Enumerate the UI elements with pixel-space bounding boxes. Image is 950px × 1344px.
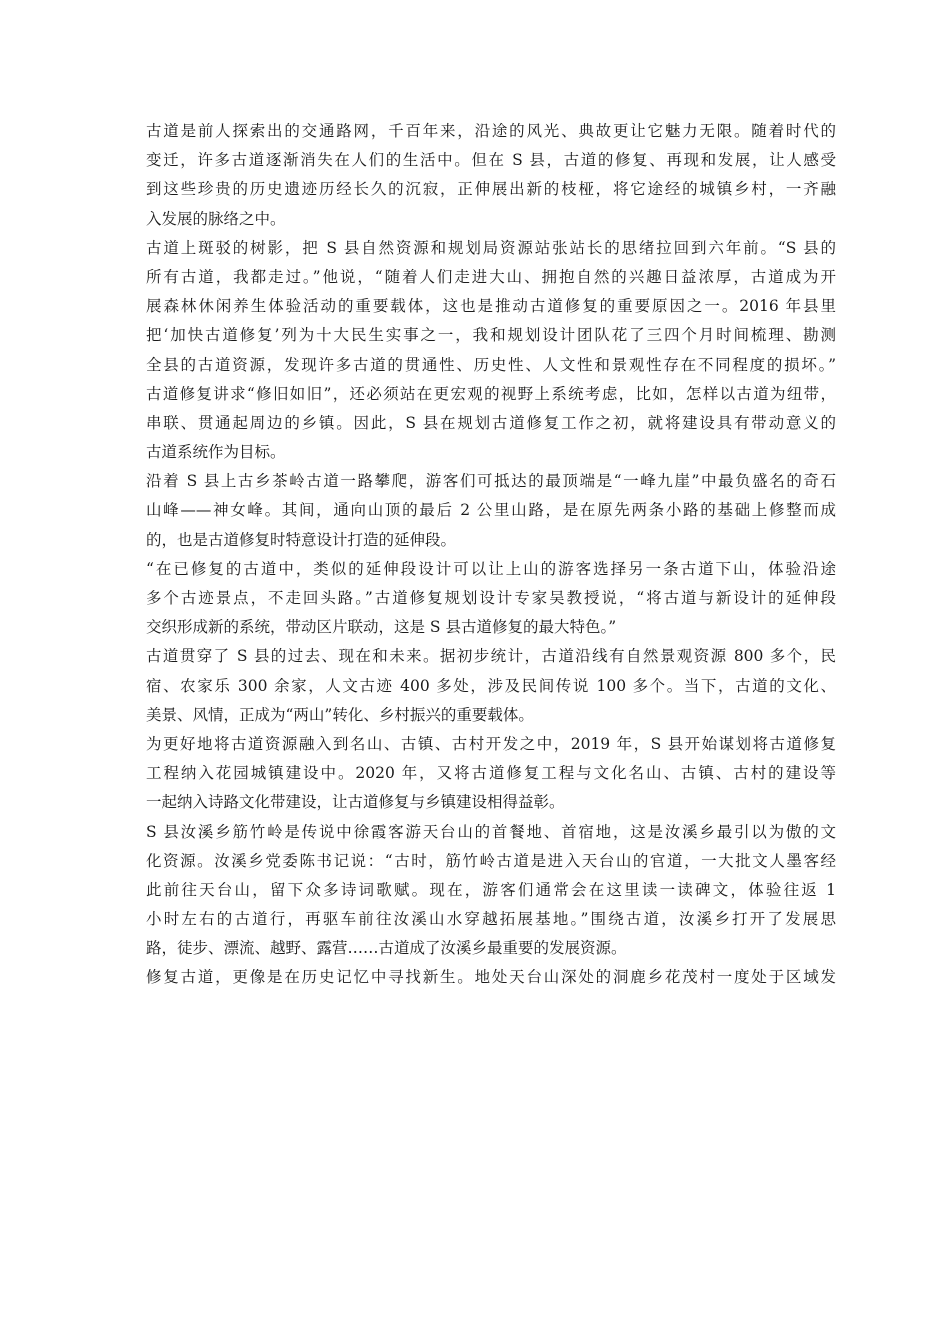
text-line: 古道上斑驳的树影，把 S 县自然资源和规划局资源站张站长的思绪拉回到六年前。“S 县的 [146, 238, 836, 257]
text-line: 美景、风情，正成为“两山”转化、乡村振兴的重要载体。 [146, 705, 534, 724]
text-line: 交织形成新的系统，带动区片联动，这是 S 县古道修复的最大特色。” [146, 618, 617, 637]
text-line: 古道修复讲求“修旧如旧”，还必须站在更宏观的视野上系统考虑，比如，怎样以古道为纽带， [146, 384, 836, 403]
text-line: 小时左右的古道行，再驱车前往汝溪山水穿越拓展基地。”围绕古道，汝溪乡打开了发展思 [146, 910, 836, 929]
text-line: 化资源。汝溪乡党委陈书记说：“古时，筋竹岭古道是进入天台山的官道，一大批文人墨客经 [146, 851, 836, 870]
article-body [146, 117, 836, 993]
text-line: 山峰——神女峰。其间，通向山顶的最后 2 公里山路，是在原先两条小路的基础上修整而成 [146, 501, 836, 520]
text-line: 串联、贯通起周边的乡镇。因此，S 县在规划古道修复工作之初，就将建设具有带动意义的 [146, 413, 836, 432]
text-line: 全县的古道资源，发现许多古道的贯通性、历史性、人文性和景观性存在不同程度的损坏。” [146, 355, 836, 374]
text-line: 古道系统作为目标。 [146, 443, 286, 462]
text-line: 修复古道，更像是在历史记忆中寻找新生。地处天台山深处的洞鹿乡花茂村一度处于区域发 [146, 968, 836, 987]
text-line: 此前往天台山，留下众多诗词歌赋。现在，游客们通常会在这里读一读碑文，体验往返 1 [146, 880, 836, 899]
text-line: 的，也是古道修复时特意设计打造的延伸段。 [146, 530, 457, 549]
text-line: 多个古迹景点，不走回头路。”古道修复规划设计专家吴教授说，“将古道与新设计的延伸段 [146, 589, 836, 607]
text-line: 把‘加快古道修复’列为十大民生实事之一，我和规划设计团队花了三四个月时间梳理、勘测 [146, 326, 836, 345]
text-line: 展森林休闲养生体验活动的重要载体，这也是推动古道修复的重要原因之一。2016 年县里 [146, 297, 836, 316]
text-line: 宿、农家乐 300 余家，人文古迹 400 多处，涉及民间传说 100 多个。当下，古道的文化、 [146, 676, 836, 695]
text-line: 古道是前人探索出的交通路网，千百年来，沿途的风光、典故更让它魅力无限。随着时代的 [146, 122, 836, 140]
text-line: 所有古道，我都走过。”他说，“随着人们走进大山、拥抱自然的兴趣日益浓厚，古道成为开 [146, 267, 836, 286]
text-line: 为更好地将古道资源融入到名山、古镇、古村开发之中，2019 年，S 县开始谋划将古道修复 [146, 734, 836, 753]
text-line: 到这些珍贵的历史遗迹历经长久的沉寂，正伸展出新的枝桠，将它途经的城镇乡村，一齐融 [146, 180, 836, 199]
text-line: 古道贯穿了 S 县的过去、现在和未来。据初步统计，古道沿线有自然景观资源 800 多个，民 [146, 647, 836, 666]
text-line: 入发展的脉络之中。 [146, 209, 286, 228]
text-line: 沿着 S 县上古乡茶岭古道一路攀爬，游客们可抵达的最顶端是“一峰九崖”中最负盛名的奇石 [146, 472, 836, 491]
text-line: 变迁，许多古道逐渐消失在人们的生活中。但在 S 县，古道的修复、再现和发展，让人感受 [146, 151, 836, 170]
text-line: “在已修复的古道中，类似的延伸段设计可以让上山的游客选择另一条古道下山，体验沿途 [146, 559, 836, 578]
text-line: 路，徒步、漂流、越野、露营……古道成了汝溪乡最重要的发展资源。 [146, 939, 627, 958]
text-line: 工程纳入花园城镇建设中。2020 年，又将古道修复工程与文化名山、古镇、古村的建设等 [146, 764, 836, 783]
text-line: S 县汝溪乡筋竹岭是传说中徐霞客游天台山的首餐地、首宿地，这是汝溪乡最引以为傲的文 [146, 822, 836, 841]
text-line: 一起纳入诗路文化带建设，让古道修复与乡镇建设相得益彰。 [146, 793, 565, 812]
